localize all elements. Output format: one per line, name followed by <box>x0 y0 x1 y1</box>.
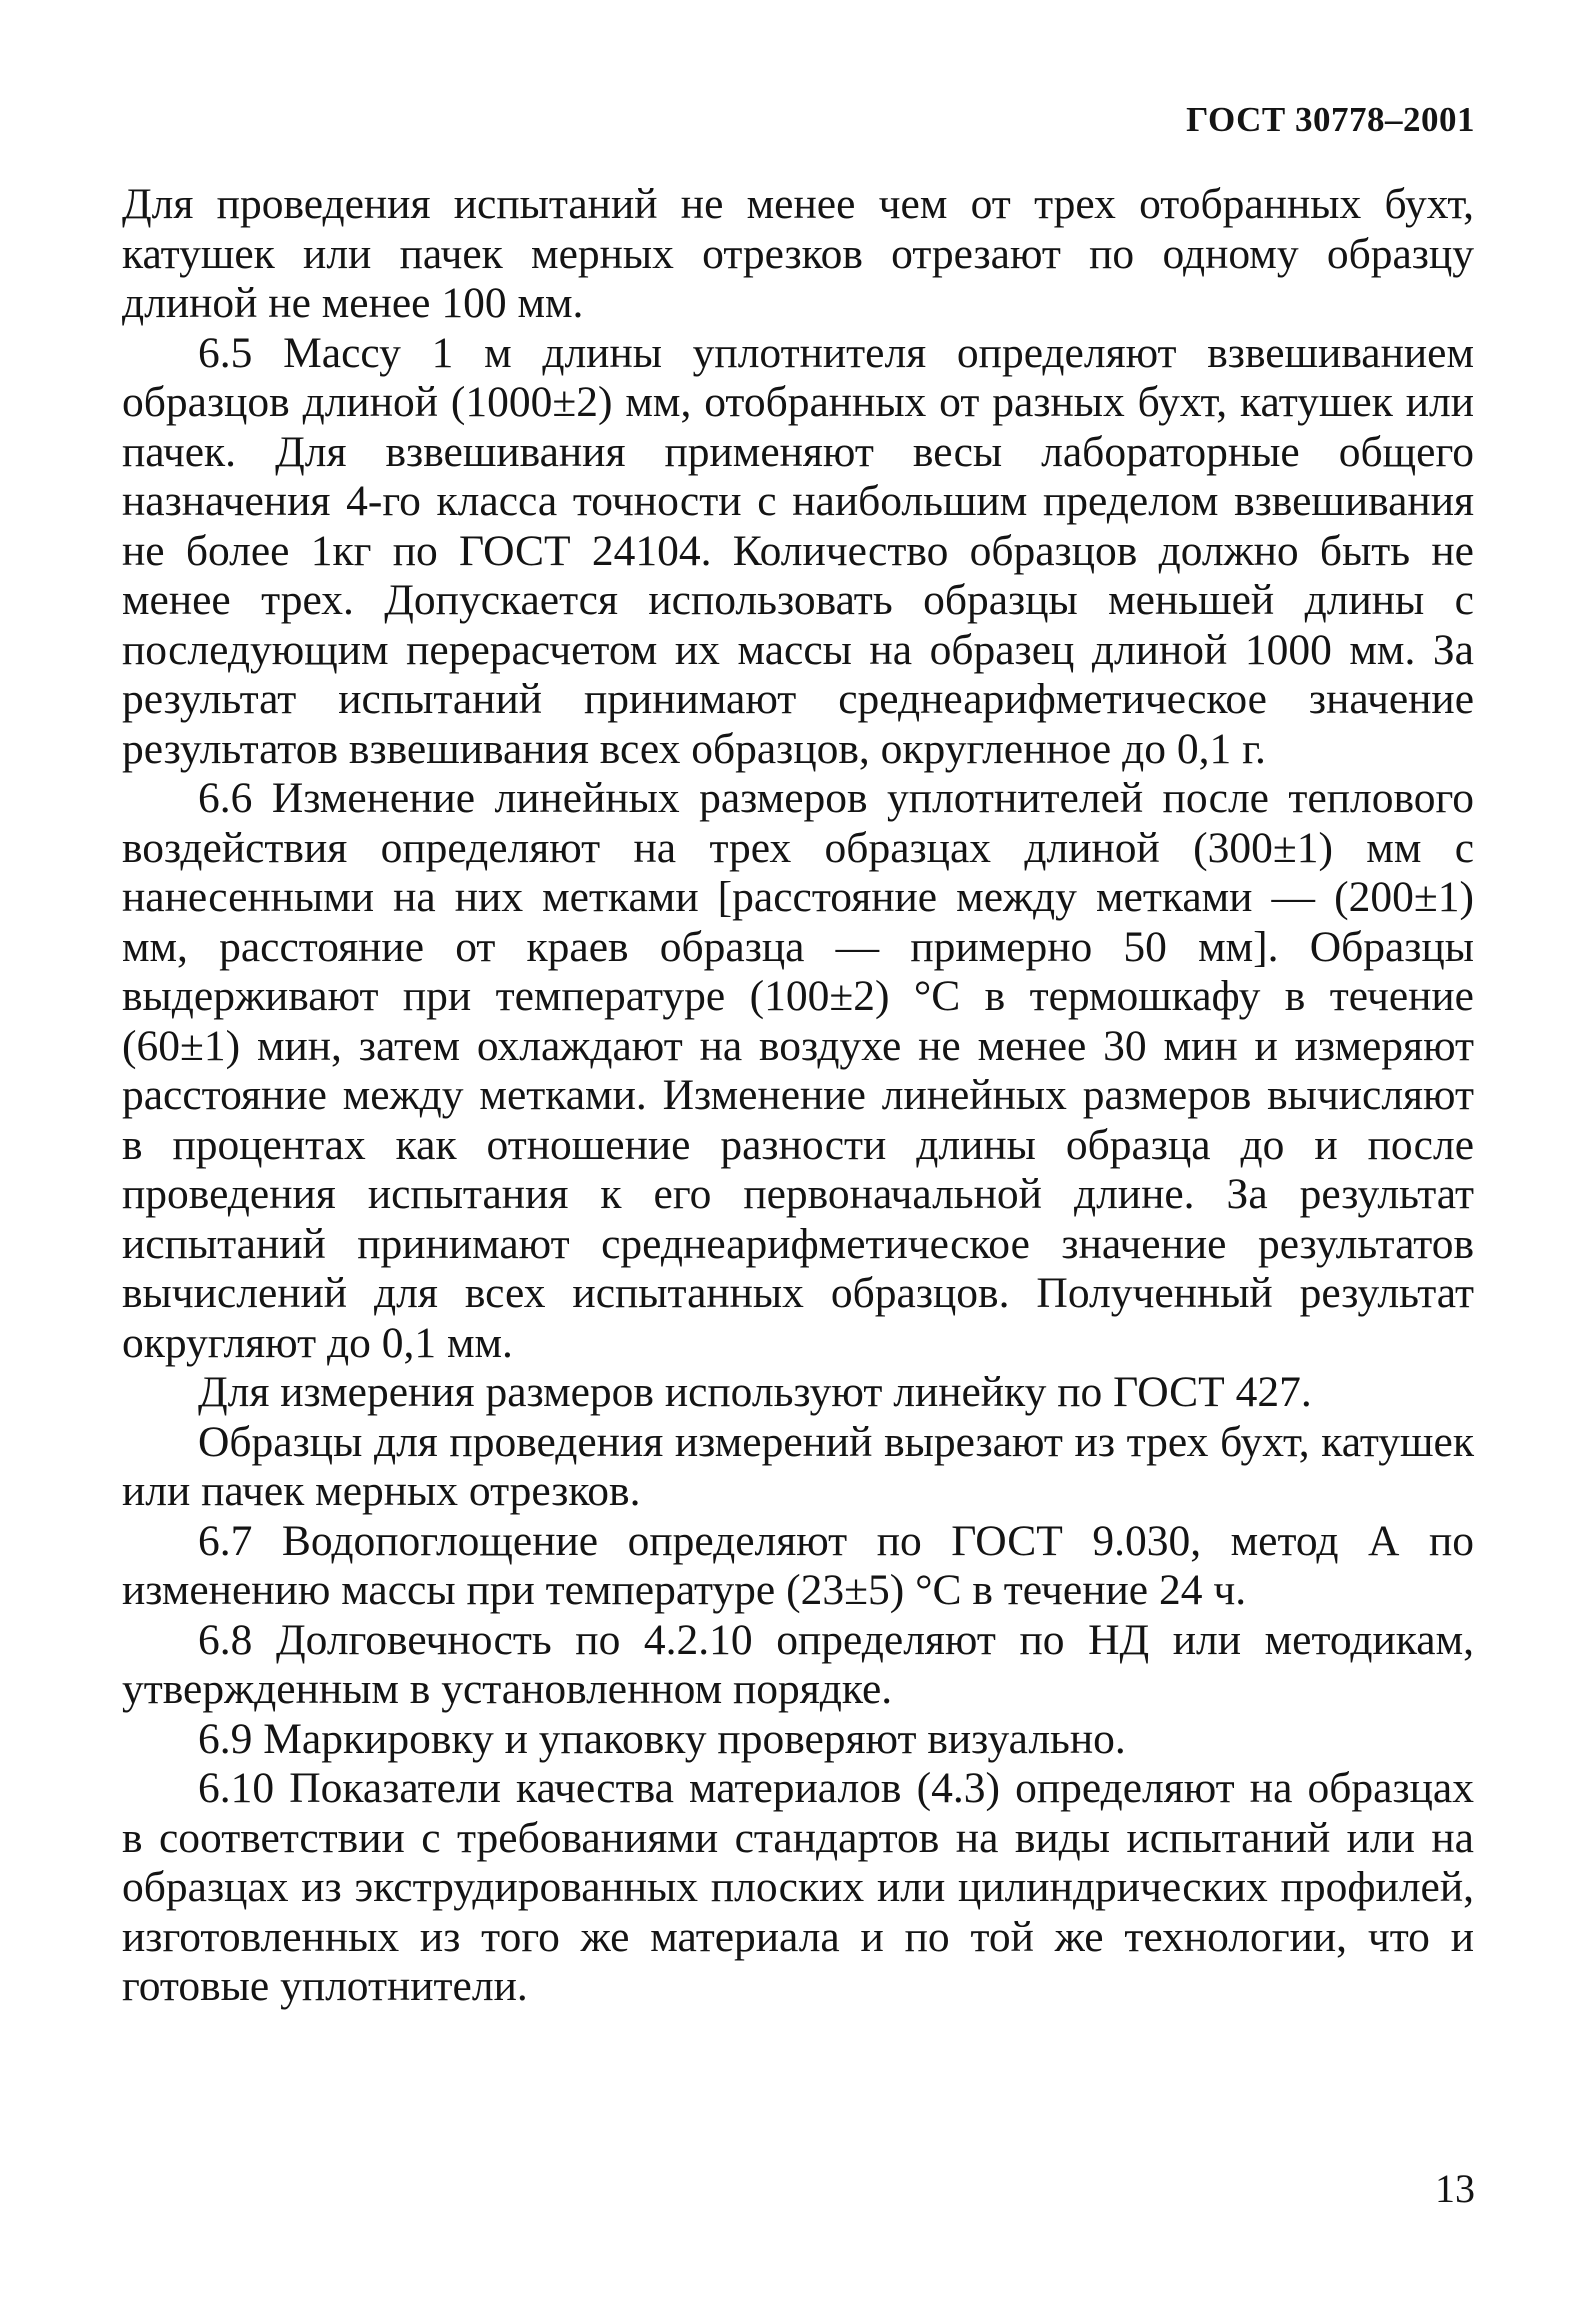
paragraph-sample-cutting: Для проведения испытаний не менее чем от трех отобранных бухт, катушек или пачек мерных отрезков отрезают по одному образцу длиной не менее 100 мм. <box>122 180 1474 327</box>
document-code-header: ГОСТ 30778–2001 <box>1186 100 1475 139</box>
paragraph-ruler-measurement: Для измерения размеров используют линейку по ГОСТ 427. <box>198 1368 1312 1416</box>
paragraph-6-6-linear-dimensions: 6.6 Изменение линейных размеров уплотнителей после теплового воздействия определяют на трех образцах длиной (300±1) мм с нанесенными на них метками [расстояние между метками — (200±1) мм, расстояние от краев образца — примерно 50 мм]. Образцы выдерживают при температуре (100±2) °С в термошкафу в течение (60±1) мин, затем охлаждают на воздухе не менее 30 мин и измеряют расстояние между метками. Изменение линейных размеров вычисляют в процентах как отношение разности длины образца до и после проведения испытания к его первоначальной длине. За результат испытаний принимают среднеарифметическое значение результатов вычислений для всех испытанных образцов. Полученный результат округляют до 0,1 мм. <box>122 774 1474 1367</box>
paragraph-6-10-material-quality: 6.10 Показатели качества материалов (4.3) определяют на образцах в соответствии с требованиями стандартов на виды испытаний или на образцах из экструдированных плоских или цилиндрических профилей, изготовленных из того же материала и по той же технологии, что и готовые уплотнители. <box>122 1764 1474 2010</box>
paragraph-6-9-marking: 6.9 Маркировку и упаковку проверяют визуально. <box>198 1714 1126 1763</box>
paragraph-6-8-durability: 6.8 Долговечность по 4.2.10 определяют по НД или методикам, утвержденным в установленном порядке. <box>122 1615 1474 1713</box>
paragraph-6-5-mass: 6.5 Массу 1 м длины уплотнителя определяют взвешиванием образцов длиной (1000±2) мм, отобранных от разных бухт, катушек или пачек. Для взвешивания применяют весы лабораторные общего назначения 4-го класса точности с наибольшим пределом взвешивания не более 1кг по ГОСТ 24104. Количество образцов должно быть не менее трех. Допускается использовать образцы меньшей длины с последующим перерасчетом их массы на образец длиной 1000 мм. За результат испытаний принимают среднеарифметическое значение результатов взвешивания всех образцов, округленное до 0,1 г. <box>122 328 1474 773</box>
page-number: 13 <box>1435 2166 1475 2211</box>
paragraph-sample-cutting-measurement: Образцы для проведения измерений вырезают из трех бухт, катушек или пачек мерных отрезков. <box>122 1417 1474 1515</box>
body-text <box>122 180 1474 2012</box>
paragraph-6-7-water-absorption: 6.7 Водопоглощение определяют по ГОСТ 9.030, метод А по изменению массы при температуре (23±5) °С в течение 24 ч. <box>122 1516 1474 1614</box>
